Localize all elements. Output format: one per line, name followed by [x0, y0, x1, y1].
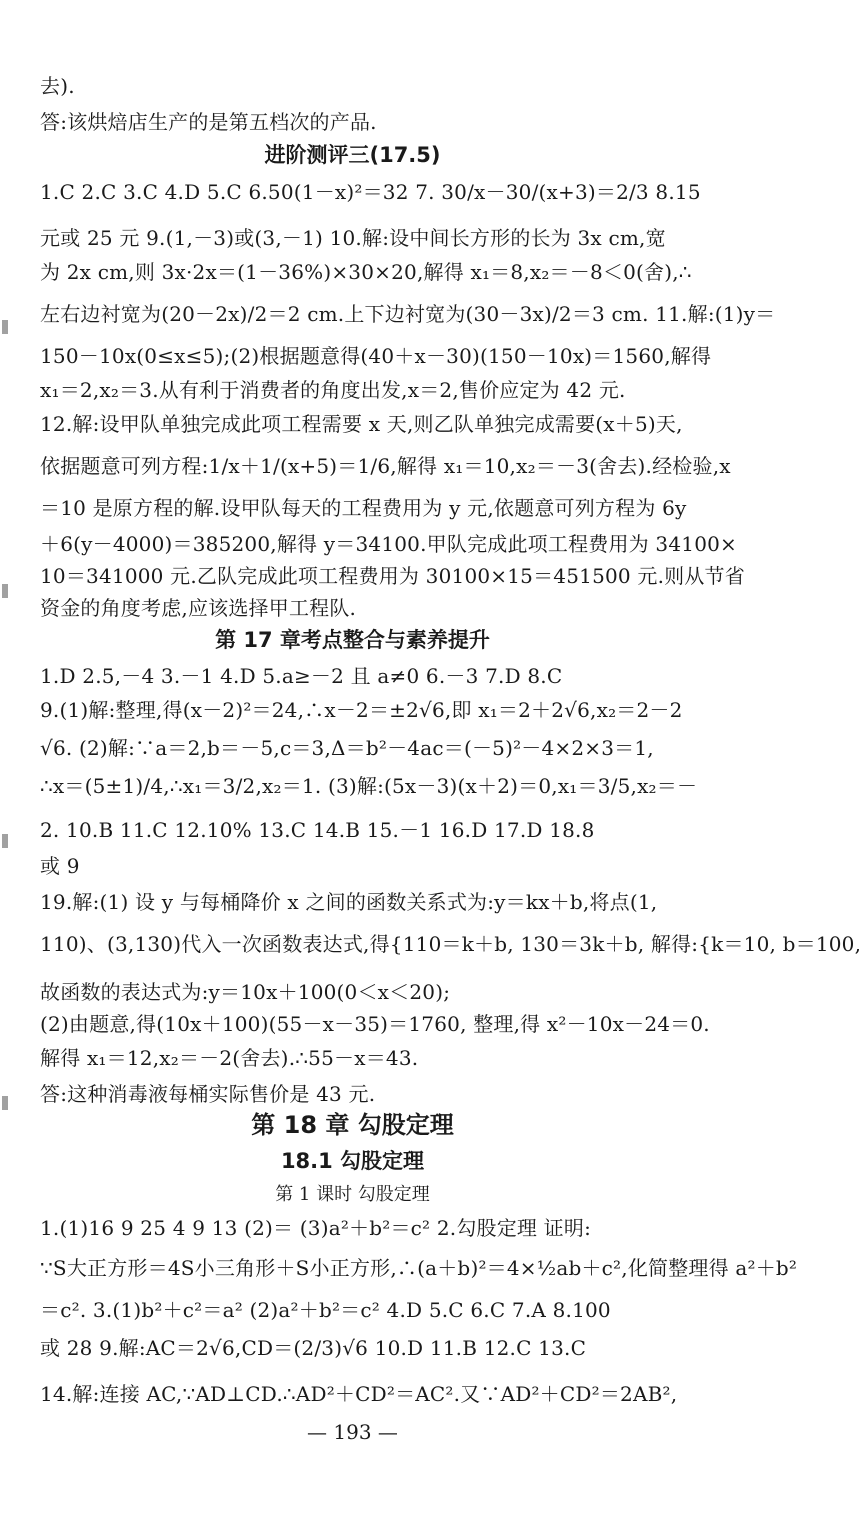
text-line: x₁＝2,x₂＝3.从有利于消费者的角度出发,x＝2,售价应定为 42 元.: [40, 378, 626, 402]
text-line: 1.(1)16 9 25 4 9 13 (2)＝ (3)a²＋b²＝c² 2.勾股定理 证明:: [40, 1216, 592, 1240]
text-line: 解得 x₁＝12,x₂＝－2(舍去).∴55－x＝43.: [40, 1046, 419, 1070]
binding-edge-mark: [2, 1096, 8, 1110]
text-line: 10＝341000 元.乙队完成此项工程费用为 30100×15＝451500 元.则从节省: [40, 564, 745, 588]
text-line: 元或 25 元 9.(1,－3)或(3,－1) 10.解:设中间长方形的长为 3x cm,宽: [40, 226, 666, 250]
text-line: 或 28 9.解:AC＝2√6,CD＝(2/3)√6 10.D 11.B 12.C 13.C: [40, 1336, 587, 1360]
text-line: 9.(1)解:整理,得(x－2)²＝24,∴x－2＝±2√6,即 x₁＝2＋2√6,x₂＝2－2: [40, 698, 683, 722]
text-line: 故函数的表达式为:y＝10x＋100(0＜x＜20);: [40, 980, 451, 1004]
page-number: — 193 —: [307, 1420, 398, 1444]
text-line: 1.C 2.C 3.C 4.D 5.C 6.50(1－x)²＝32 7. 30/x－30/(x+3)＝2/3 8.15: [40, 180, 701, 204]
text-line: 答:这种消毒液每桶实际售价是 43 元.: [40, 1082, 376, 1106]
text-line: 或 9: [40, 854, 80, 878]
text-line: ＝10 是原方程的解.设甲队每天的工程费用为 y 元,依题意可列方程为 6y: [40, 496, 687, 520]
section-heading: 18.1 勾股定理: [280, 1149, 425, 1173]
text-line: 19.解:(1) 设 y 与每桶降价 x 之间的函数关系式为:y＝kx＋b,将点(1,: [40, 890, 658, 914]
text-line: √6. (2)解:∵a＝2,b＝－5,c＝3,Δ＝b²－4ac＝(－5)²－4×2×3＝1,: [40, 736, 654, 760]
text-line: ＋6(y－4000)＝385200,解得 y＝34100.甲队完成此项工程费用为 34100×: [40, 532, 738, 556]
text-line: 资金的角度考虑,应该选择甲工程队.: [40, 596, 357, 620]
binding-edge-mark: [2, 834, 8, 848]
text-line: (2)由题意,得(10x＋100)(55－x－35)＝1760, 整理,得 x²－10x－24＝0.: [40, 1012, 710, 1036]
text-line: 110)、(3,130)代入一次函数表达式,得{110＝k＋b, 130＝3k＋b, 解得:{k＝10, b＝100,: [40, 932, 861, 956]
text-line: 去).: [40, 74, 75, 98]
text-line: 14.解:连接 AC,∵AD⊥CD.∴AD²＋CD²＝AC².又∵AD²＋CD²＝2AB²,: [40, 1382, 678, 1406]
lesson-heading: 第 1 课时 勾股定理: [275, 1184, 430, 1205]
text-line: 2. 10.B 11.C 12.10% 13.C 14.B 15.－1 16.D 17.D 18.8: [40, 818, 595, 842]
text-line: 左右边衬宽为(20－2x)/2＝2 cm.上下边衬宽为(30－3x)/2＝3 cm. 11.解:(1)y＝: [40, 302, 776, 326]
binding-edge-mark: [2, 584, 8, 598]
binding-edge-mark: [2, 320, 8, 334]
text-line: 为 2x cm,则 3x·2x＝(1－36%)×30×20,解得 x₁＝8,x₂＝－8＜0(舍),∴: [40, 260, 692, 284]
section-heading: 第 17 章考点整合与素养提升: [215, 628, 490, 652]
text-line: ∴x＝(5±1)/4,∴x₁＝3/2,x₂＝1. (3)解:(5x－3)(x＋2)＝0,x₁＝3/5,x₂＝－: [40, 774, 698, 798]
text-line: 答:该烘焙店生产的是第五档次的产品.: [40, 110, 377, 134]
text-line: 150－10x(0≤x≤5);(2)根据题意得(40＋x－30)(150－10x)＝1560,解得: [40, 344, 712, 368]
text-line: 依据题意可列方程:1/x＋1/(x+5)＝1/6,解得 x₁＝10,x₂＝－3(舍去).经检验,x: [40, 454, 731, 478]
text-line: 1.D 2.5,－4 3.－1 4.D 5.a≥－2 且 a≠0 6.－3 7.D 8.C: [40, 664, 563, 688]
text-line: ＝c². 3.(1)b²＋c²＝a² (2)a²＋b²＝c² 4.D 5.C 6.C 7.A 8.100: [40, 1298, 611, 1322]
text-line: ∵S大正方形＝4S小三角形＋S小正方形,∴(a＋b)²＝4×½ab＋c²,化简整理得 a²＋b²: [40, 1256, 798, 1280]
text-line: 12.解:设甲队单独完成此项工程需要 x 天,则乙队单独完成需要(x＋5)天,: [40, 412, 683, 436]
section-heading: 进阶测评三(17.5): [264, 143, 441, 167]
chapter-heading: 第 18 章 勾股定理: [251, 1111, 454, 1139]
